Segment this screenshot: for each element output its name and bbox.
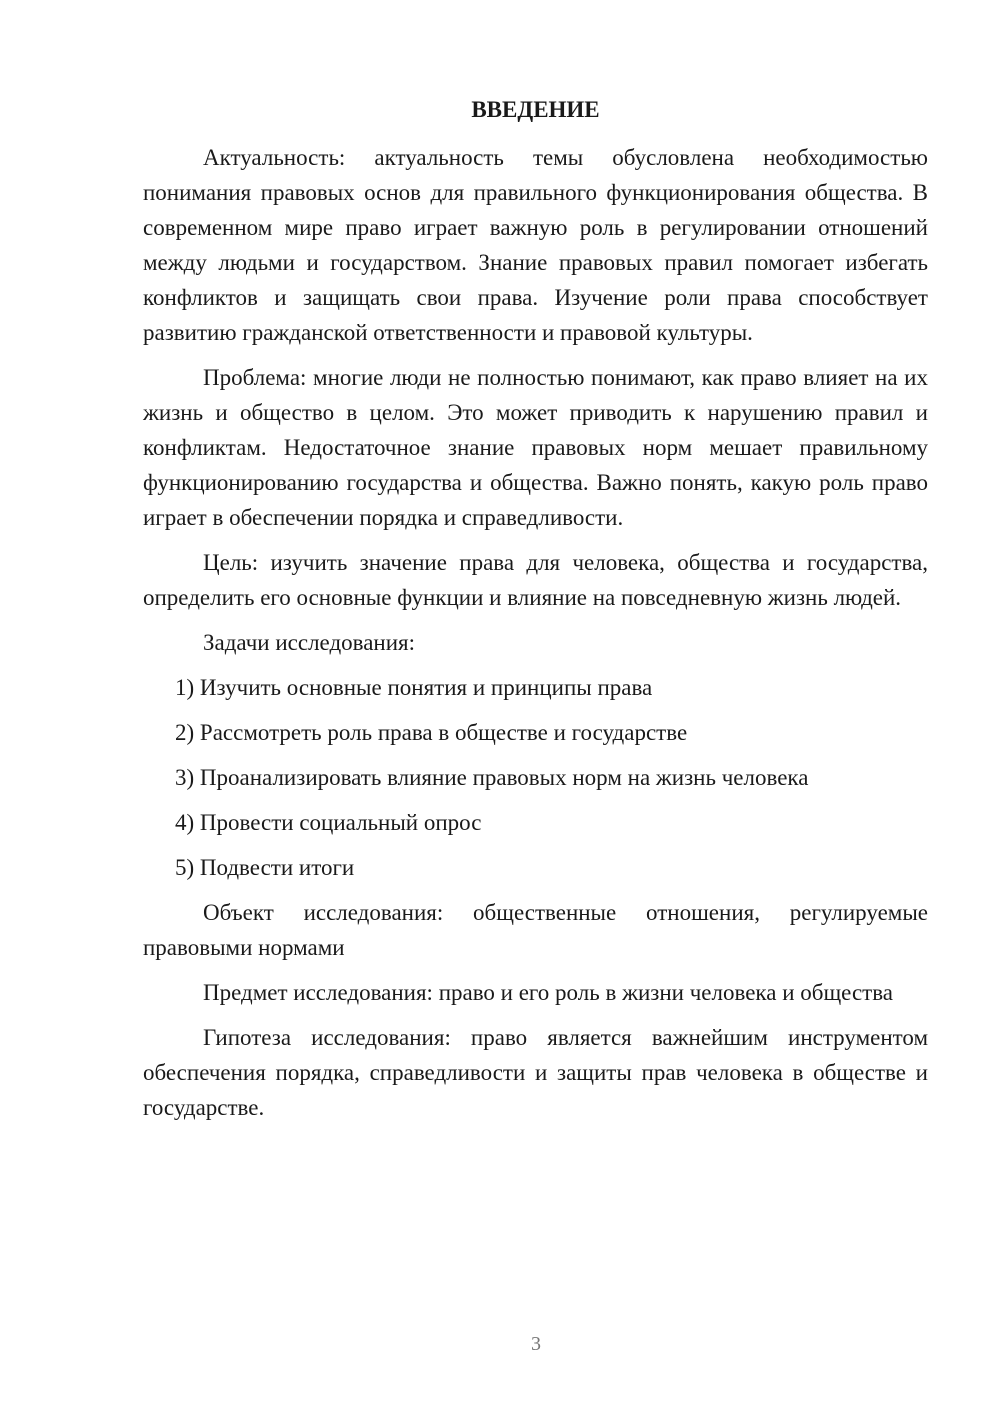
task-list [143,670,928,885]
problem-paragraph: Проблема: многие люди не полностью понимают, как право влияет на их жизнь и общество в целом. Это может приводить к нарушению правил и конфликтам. Недостаточное знание правовых норм мешает правильному функционированию государства и общества. Важно понять, какую роль право играет в обеспечении порядка и справедливости. [143,365,928,530]
goal-paragraph: Цель: изучить значение права для человека, общества и государства, определить его основные функции и влияние на повседневную жизнь людей. [143,550,928,610]
page-number: 3 [531,1333,541,1355]
task-item-4: 4) Провести социальный опрос [175,810,482,835]
page-content [143,92,928,1135]
task-item-5: 5) Подвести итоги [175,855,355,880]
task-item-3: 3) Проанализировать влияние правовых норм на жизнь человека [175,765,809,790]
hypothesis-paragraph: Гипотеза исследования: право является важнейшим инструментом обеспечения порядка, справедливости и защиты прав человека в обществе и государстве. [143,1025,928,1120]
object-paragraph: Объект исследования: общественные отношения, регулируемые правовыми нормами [143,900,928,960]
task-item-2: 2) Рассмотреть роль права в обществе и государстве [175,720,688,745]
tasks-title: Задачи исследования: [203,630,416,655]
task-item-1: 1) Изучить основные понятия и принципы права [175,675,653,700]
subject-paragraph: Предмет исследования: право и его роль в жизни человека и общества [203,980,893,1005]
section-heading: ВВЕДЕНИЕ [471,97,600,122]
relevance-paragraph: Актуальность: актуальность темы обусловлена необходимостью понимания правовых основ для правильного функционирования общества. В современном мире право играет важную роль в регулировании отношений между людьми и государством. Знание правовых правил помогает избегать конфликтов и защищать свои права. Изучение роли права способствует развитию гражданской ответственности и правовой культуры. [143,145,928,345]
